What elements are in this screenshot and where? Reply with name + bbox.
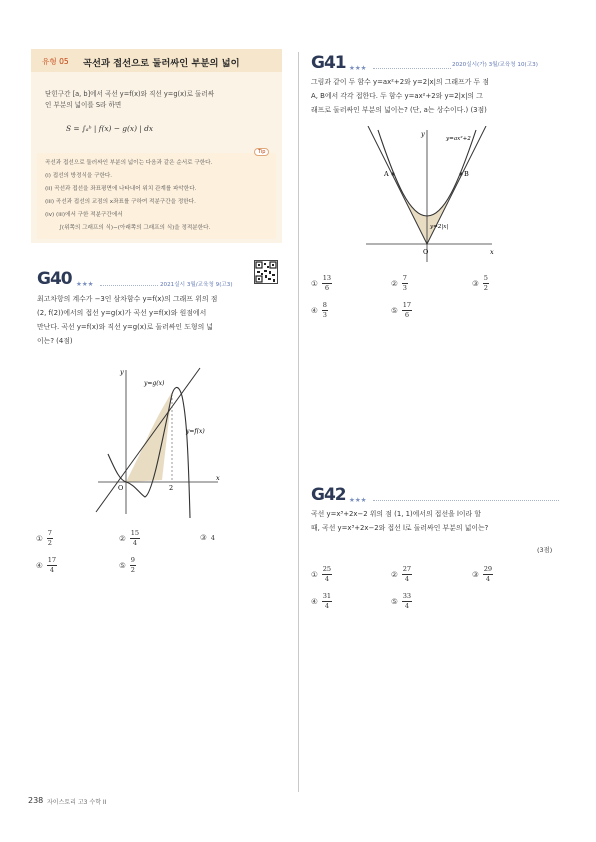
type-description bbox=[45, 89, 275, 111]
dotted-rule bbox=[100, 285, 158, 286]
numerator: 17 bbox=[402, 301, 412, 309]
point-b bbox=[459, 172, 462, 175]
point-label-a: A bbox=[384, 170, 389, 178]
choice-2[interactable] bbox=[391, 566, 412, 582]
choice-marker: ② bbox=[391, 278, 398, 288]
tip-step: (iv) (iii)에서 구한 적분구간에서 bbox=[45, 212, 123, 218]
axis-label-x: x bbox=[490, 248, 494, 256]
choice-4[interactable] bbox=[311, 302, 328, 318]
choice-marker: ⑤ bbox=[119, 560, 126, 570]
area-formula: S = ∫ₐᵇ | f(x) − g(x) | dx bbox=[66, 124, 154, 133]
problem-source: 2020실시(가) 3월/교육청 10(고3) bbox=[452, 62, 538, 68]
denominator: 2 bbox=[483, 283, 488, 292]
question-line: 최고차항의 계수가 −3인 삼차함수 y=f(x)의 그래프 위의 점 bbox=[37, 295, 218, 303]
fraction bbox=[402, 593, 412, 609]
type-header bbox=[31, 49, 282, 72]
fraction bbox=[322, 593, 332, 609]
choice-marker: ③ bbox=[472, 278, 479, 288]
choice-marker: ③ bbox=[200, 533, 207, 542]
denominator: 4 bbox=[404, 574, 410, 583]
fraction bbox=[402, 566, 412, 582]
numerator: 17 bbox=[47, 556, 57, 564]
fraction bbox=[322, 566, 332, 582]
choice-4[interactable] bbox=[36, 557, 57, 573]
denominator: 4 bbox=[324, 601, 330, 610]
choice-5[interactable] bbox=[119, 557, 136, 573]
book-title: 자이스토리 고3 수학 II bbox=[47, 799, 107, 806]
question-text-g40 bbox=[37, 292, 287, 348]
choice-5[interactable] bbox=[391, 593, 412, 609]
difficulty-stars: ★★★ bbox=[76, 280, 94, 288]
numerator: 25 bbox=[322, 565, 332, 573]
axis-label-y: y bbox=[120, 368, 124, 376]
label-abs: y=2|x| bbox=[430, 224, 449, 230]
denominator: 4 bbox=[324, 574, 330, 583]
denominator: 4 bbox=[132, 538, 138, 547]
question-line: 때, 곡선 y=x³+2x−2와 접선 l로 둘러싸인 부분의 넓이는? bbox=[311, 524, 489, 532]
problem-number-g42: G42 bbox=[311, 485, 346, 505]
type-number: 유형 05 bbox=[42, 57, 69, 66]
tick-label-2: 2 bbox=[169, 484, 174, 492]
numerator: 13 bbox=[322, 274, 332, 282]
tip-step: (i) 접선의 방정식을 구한다. bbox=[45, 173, 113, 179]
origin-label: O bbox=[423, 248, 429, 256]
graph-g41 bbox=[360, 126, 500, 266]
tangent-line-g bbox=[96, 368, 200, 512]
choice-2[interactable] bbox=[119, 530, 140, 546]
choice-1[interactable] bbox=[36, 530, 53, 546]
graph-g40 bbox=[90, 362, 240, 522]
numerator: 8 bbox=[322, 301, 327, 309]
numerator: 33 bbox=[402, 592, 412, 600]
tip-step: (ii) 곡선과 접선을 좌표평면에 나타내어 위치 관계를 파악한다. bbox=[45, 186, 197, 192]
choice-1[interactable] bbox=[311, 275, 332, 291]
dotted-rule bbox=[373, 500, 559, 501]
type-title: 곡선과 접선으로 둘러싸인 부분의 넓이 bbox=[83, 58, 240, 69]
question-text-g41 bbox=[311, 75, 561, 117]
fraction bbox=[322, 302, 328, 318]
origin-label: O bbox=[118, 484, 124, 492]
question-line: (2, f(2))에서의 접선 y=g(x)가 곡선 y=f(x)와 원점에서 bbox=[37, 309, 207, 317]
question-line: 그림과 같이 두 함수 y=ax²+2와 y=2|x|의 그래프가 두 점 bbox=[311, 78, 490, 86]
choice-marker: ① bbox=[311, 569, 318, 579]
denominator: 2 bbox=[130, 565, 135, 574]
choice-3[interactable] bbox=[472, 275, 489, 291]
choice-marker: ② bbox=[119, 533, 126, 543]
choice-marker: ② bbox=[391, 569, 398, 579]
numerator: 27 bbox=[402, 565, 412, 573]
choice-marker: ① bbox=[36, 533, 43, 543]
fraction bbox=[322, 275, 332, 291]
denominator: 4 bbox=[49, 565, 55, 574]
question-line: 곡선 y=x³+2x−2 위의 점 (1, 1)에서의 접선을 l이라 할 bbox=[311, 510, 482, 518]
denominator: 6 bbox=[324, 283, 330, 292]
choice-2[interactable] bbox=[391, 275, 408, 291]
column-divider bbox=[298, 52, 299, 792]
denominator: 3 bbox=[322, 310, 327, 319]
enclosed-region bbox=[126, 392, 172, 482]
choice-4[interactable] bbox=[311, 593, 332, 609]
problem-number-g41: G41 bbox=[311, 53, 346, 73]
numerator: 9 bbox=[130, 556, 135, 564]
dotted-rule bbox=[373, 68, 451, 69]
axis-label-x: x bbox=[216, 474, 220, 482]
fraction bbox=[130, 557, 136, 573]
fraction bbox=[130, 530, 140, 546]
choice-marker: ④ bbox=[311, 596, 318, 606]
question-line: A, B에서 각각 접한다. 두 함수 y=ax²+2와 y=2|x|의 그 bbox=[311, 92, 483, 100]
choice-marker: ⑤ bbox=[391, 596, 398, 606]
choice-3[interactable] bbox=[472, 566, 493, 582]
question-line: 래프로 둘러싸인 부분의 넓이는? (단, a는 상수이다.) (3점) bbox=[311, 106, 487, 114]
numerator: 15 bbox=[130, 529, 140, 537]
qr-code-icon bbox=[255, 261, 277, 283]
problem-source: 2021실시 3월/교육청 9(고3) bbox=[160, 282, 233, 288]
points: (3점) bbox=[537, 546, 553, 554]
choice-marker: ④ bbox=[36, 560, 43, 570]
fraction bbox=[402, 275, 408, 291]
choice-marker: ④ bbox=[311, 305, 318, 315]
fraction bbox=[483, 566, 493, 582]
fraction bbox=[47, 557, 57, 573]
question-text-g42 bbox=[311, 507, 561, 535]
qr-code[interactable] bbox=[254, 260, 278, 284]
point-label-b: B bbox=[464, 170, 469, 178]
question-line: 이는? (4점) bbox=[37, 337, 73, 345]
choice-1[interactable] bbox=[311, 566, 332, 582]
choice-value: 4 bbox=[210, 533, 215, 542]
numerator: 7 bbox=[402, 274, 407, 282]
type-summary-box bbox=[31, 49, 282, 243]
label-parabola: y=ax²+2 bbox=[446, 136, 471, 142]
numerator: 5 bbox=[483, 274, 488, 282]
numerator: 7 bbox=[47, 529, 52, 537]
fraction bbox=[483, 275, 489, 291]
question-line: 만난다. 곡선 y=f(x)와 직선 y=g(x)로 둘러싸인 도형의 넓 bbox=[37, 323, 214, 331]
type-description-line: 닫힌구간 [a, b]에서 곡선 y=f(x)와 직선 y=g(x)로 둘러싸 bbox=[45, 90, 215, 98]
axis-label-y: y bbox=[421, 130, 425, 138]
numerator: 29 bbox=[483, 565, 493, 573]
choice-marker: ③ bbox=[472, 569, 479, 579]
denominator: 6 bbox=[404, 310, 410, 319]
denominator: 4 bbox=[485, 574, 491, 583]
denominator: 4 bbox=[404, 601, 410, 610]
tip-step: (iii) 곡선과 접선의 교점의 x좌표를 구하여 적분구간을 정한다. bbox=[45, 199, 196, 205]
label-g: y=g(x) bbox=[144, 380, 165, 387]
tip-intro: 곡선과 접선으로 둘러싸인 부분의 넓이는 다음과 같은 순서로 구한다. bbox=[45, 160, 213, 166]
label-f: y=f(x) bbox=[186, 428, 205, 435]
choice-5[interactable] bbox=[391, 302, 412, 318]
fraction bbox=[402, 302, 412, 318]
type-description-line: 인 부분의 넓이를 S라 하면 bbox=[45, 101, 122, 109]
numerator: 31 bbox=[322, 592, 332, 600]
choice-marker: ① bbox=[311, 278, 318, 288]
tip-step: ∫(위쪽의 그래프의 식)−(아래쪽의 그래프의 식)을 정적분한다. bbox=[59, 225, 211, 231]
denominator: 3 bbox=[402, 283, 407, 292]
point-a bbox=[391, 172, 394, 175]
denominator: 2 bbox=[47, 538, 52, 547]
page-number: 238 bbox=[28, 796, 44, 805]
choice-3[interactable] bbox=[200, 533, 215, 542]
difficulty-stars: ★★★ bbox=[349, 64, 367, 72]
fraction bbox=[47, 530, 53, 546]
problem-number-g40: G40 bbox=[37, 269, 72, 289]
tip-badge: Tip bbox=[254, 148, 269, 156]
choice-marker: ⑤ bbox=[391, 305, 398, 315]
difficulty-stars: ★★★ bbox=[349, 496, 367, 504]
tip-area bbox=[37, 153, 276, 239]
